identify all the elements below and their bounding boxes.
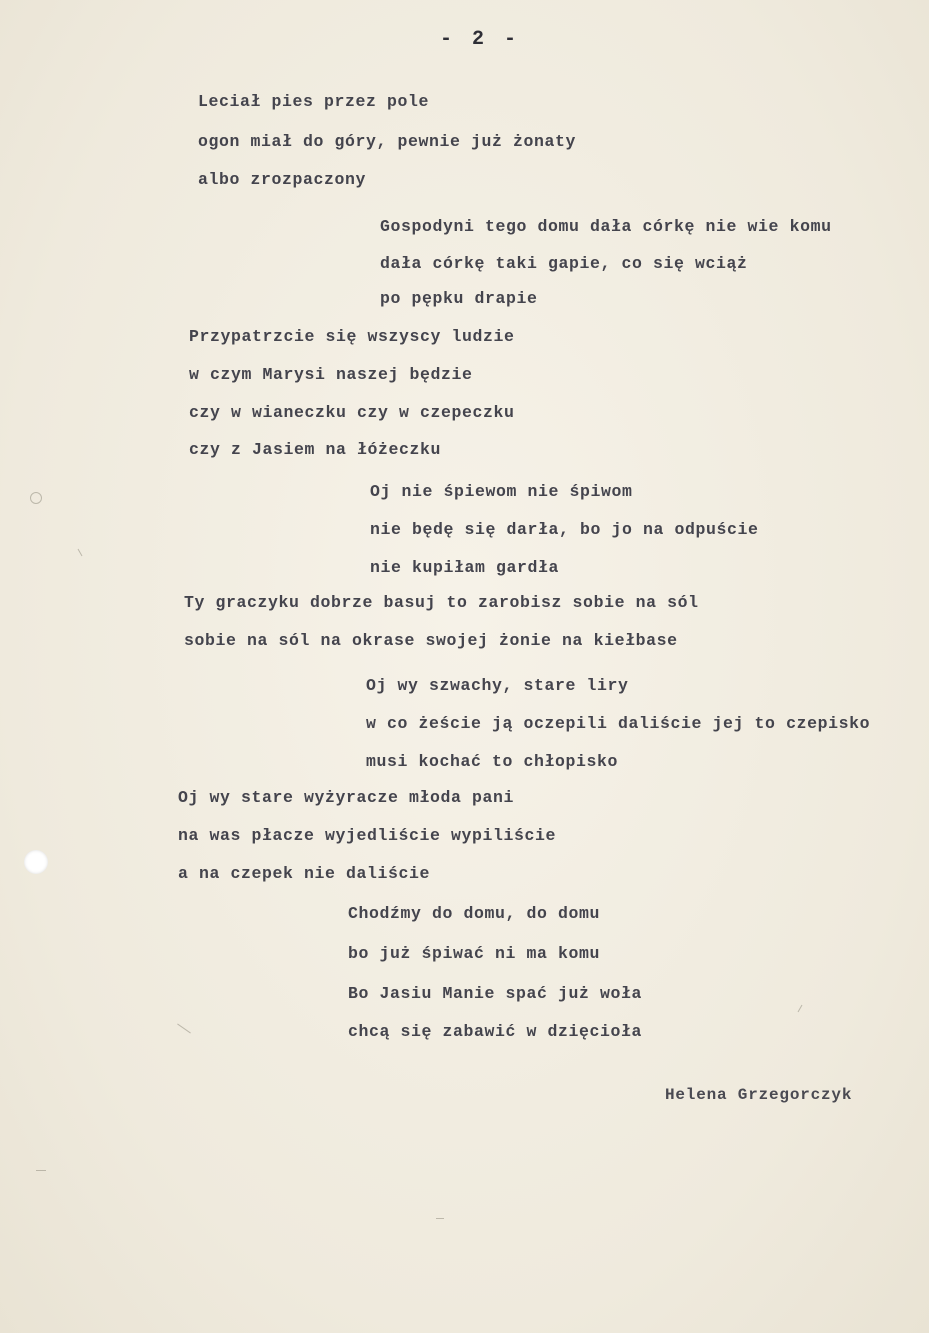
verse-line: dała córkę taki gapie, co się wciąż (380, 254, 748, 273)
verse-line: nie będę się darła, bo jo na odpuście (370, 520, 759, 539)
verse-line: w czym Marysi naszej będzie (189, 365, 473, 384)
verse-line: po pępku drapie (380, 289, 538, 308)
verse-line: czy z Jasiem na łóżeczku (189, 440, 442, 459)
paper-blemish (78, 549, 83, 556)
verse-line: Chodźmy do domu, do domu (348, 904, 601, 923)
signature: Helena Grzegorczyk (665, 1086, 853, 1104)
verse-line: Ty graczyku dobrze basuj to zarobisz sobie na sól (184, 593, 699, 612)
verse-line: musi kochać to chłopisko (366, 752, 619, 771)
verse-line: Oj wy stare wyżyracze młoda pani (178, 788, 515, 807)
verse-line: Bo Jasiu Manie spać już woła (348, 984, 643, 1003)
paper-blemish (177, 1024, 191, 1034)
verse-line: ogon miał do góry, pewnie już żonaty (198, 132, 577, 151)
verse-line: albo zrozpaczony (198, 170, 367, 189)
punch-hole (24, 850, 48, 874)
verse-line: bo już śpiwać ni ma komu (348, 944, 601, 963)
verse-line: nie kupiłam gardła (370, 558, 560, 577)
verse-line: Przypatrzcie się wszyscy ludzie (189, 327, 515, 346)
paper-blemish (30, 492, 42, 504)
paper-blemish (798, 1005, 803, 1012)
verse-line: sobie na sól na okrase swojej żonie na kiełbase (184, 631, 678, 650)
verse-line: Oj nie śpiewom nie śpiwom (370, 482, 633, 501)
verse-line: na was płacze wyjedliście wypiliście (178, 826, 557, 845)
paper-blemish (36, 1170, 46, 1171)
verse-line: chcą się zabawić w dzięcioła (348, 1022, 643, 1041)
verse-line: a na czepek nie daliście (178, 864, 431, 883)
verse-line: Gospodyni tego domu dała córkę nie wie komu (380, 217, 832, 236)
paper-blemish (436, 1218, 444, 1219)
verse-line: w co żeście ją oczepili daliście jej to czepisko (366, 714, 871, 733)
verse-line: czy w wianeczku czy w czepeczku (189, 403, 515, 422)
verse-line: Leciał pies przez pole (198, 92, 430, 111)
page-number: - 2 - (440, 28, 521, 51)
verse-line: Oj wy szwachy, stare liry (366, 676, 629, 695)
